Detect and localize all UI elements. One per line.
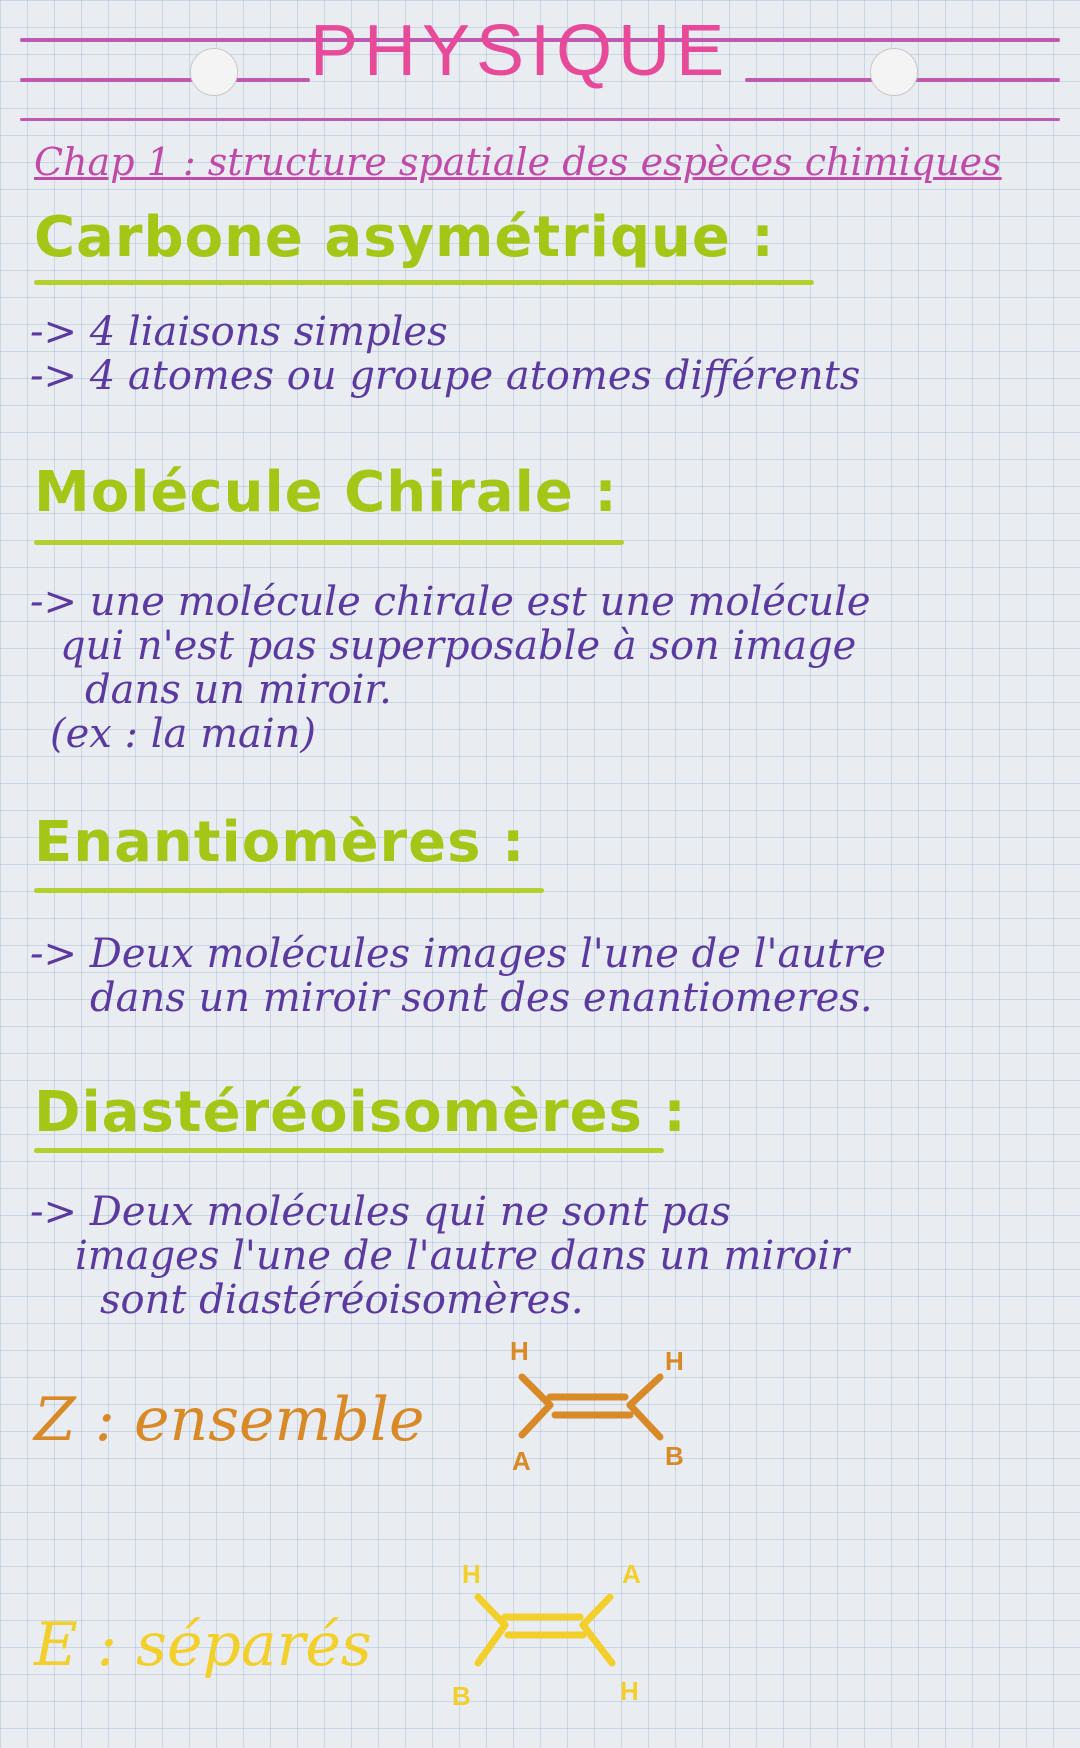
z-isomer-label: Z : ensemble: [34, 1385, 425, 1455]
section-underline: [34, 540, 624, 545]
punch-hole: [190, 48, 238, 96]
atom-label: A: [622, 1559, 641, 1589]
body-line: dans un miroir sont des enantiomeres.: [90, 975, 873, 1021]
punch-hole: [870, 48, 918, 96]
section-underline: [34, 280, 814, 285]
section-body-carbone: [30, 310, 1050, 398]
atom-label: A: [512, 1446, 531, 1476]
z-isomer-molecule: [490, 1325, 690, 1495]
section-body-diastereoisomeres: [30, 1190, 1050, 1322]
e-isomer-molecule: [440, 1545, 650, 1725]
atom-label: H: [462, 1559, 481, 1589]
atom-label: B: [665, 1441, 684, 1471]
atom-label: H: [620, 1676, 639, 1706]
body-line: images l'une de l'autre dans un miroir: [75, 1233, 850, 1279]
body-line: -> Deux molécules images l'une de l'autre: [30, 931, 886, 977]
section-body-enantiomeres: [30, 932, 1050, 1020]
atom-label: H: [665, 1346, 684, 1376]
section-title-chirale: Molécule Chirale :: [34, 460, 618, 525]
section-title-enantiomeres: Enantiomères :: [34, 810, 526, 875]
section-title-carbone: Carbone asymétrique :: [34, 205, 775, 270]
atom-label: H: [510, 1336, 529, 1366]
body-line: qui n'est pas superposable à son image: [60, 623, 857, 669]
body-line: (ex : la main): [50, 711, 317, 757]
body-line: dans un miroir.: [85, 667, 392, 713]
chapter-heading: Chap 1 : structure spatiale des espèces chimiques: [34, 140, 1002, 184]
header-rule: [20, 118, 1060, 121]
atom-label: B: [452, 1681, 471, 1711]
e-isomer-label: E : séparés: [34, 1610, 372, 1680]
page-title: PHYSIQUE: [310, 11, 731, 91]
body-line: -> Deux molécules qui ne sont pas: [30, 1189, 732, 1235]
body-line: sont diastéréoisomères.: [100, 1277, 584, 1323]
header-rule: [20, 78, 310, 82]
body-line: -> 4 atomes ou groupe atomes différents: [30, 353, 861, 399]
body-line: -> 4 liaisons simples: [30, 309, 448, 355]
section-underline: [34, 888, 544, 893]
body-line: -> une molécule chirale est une molécule: [30, 579, 871, 625]
section-title-diastereoisomeres: Diastéréoisomères :: [34, 1080, 687, 1145]
section-underline: [34, 1148, 664, 1153]
section-body-chirale: [30, 580, 1050, 756]
